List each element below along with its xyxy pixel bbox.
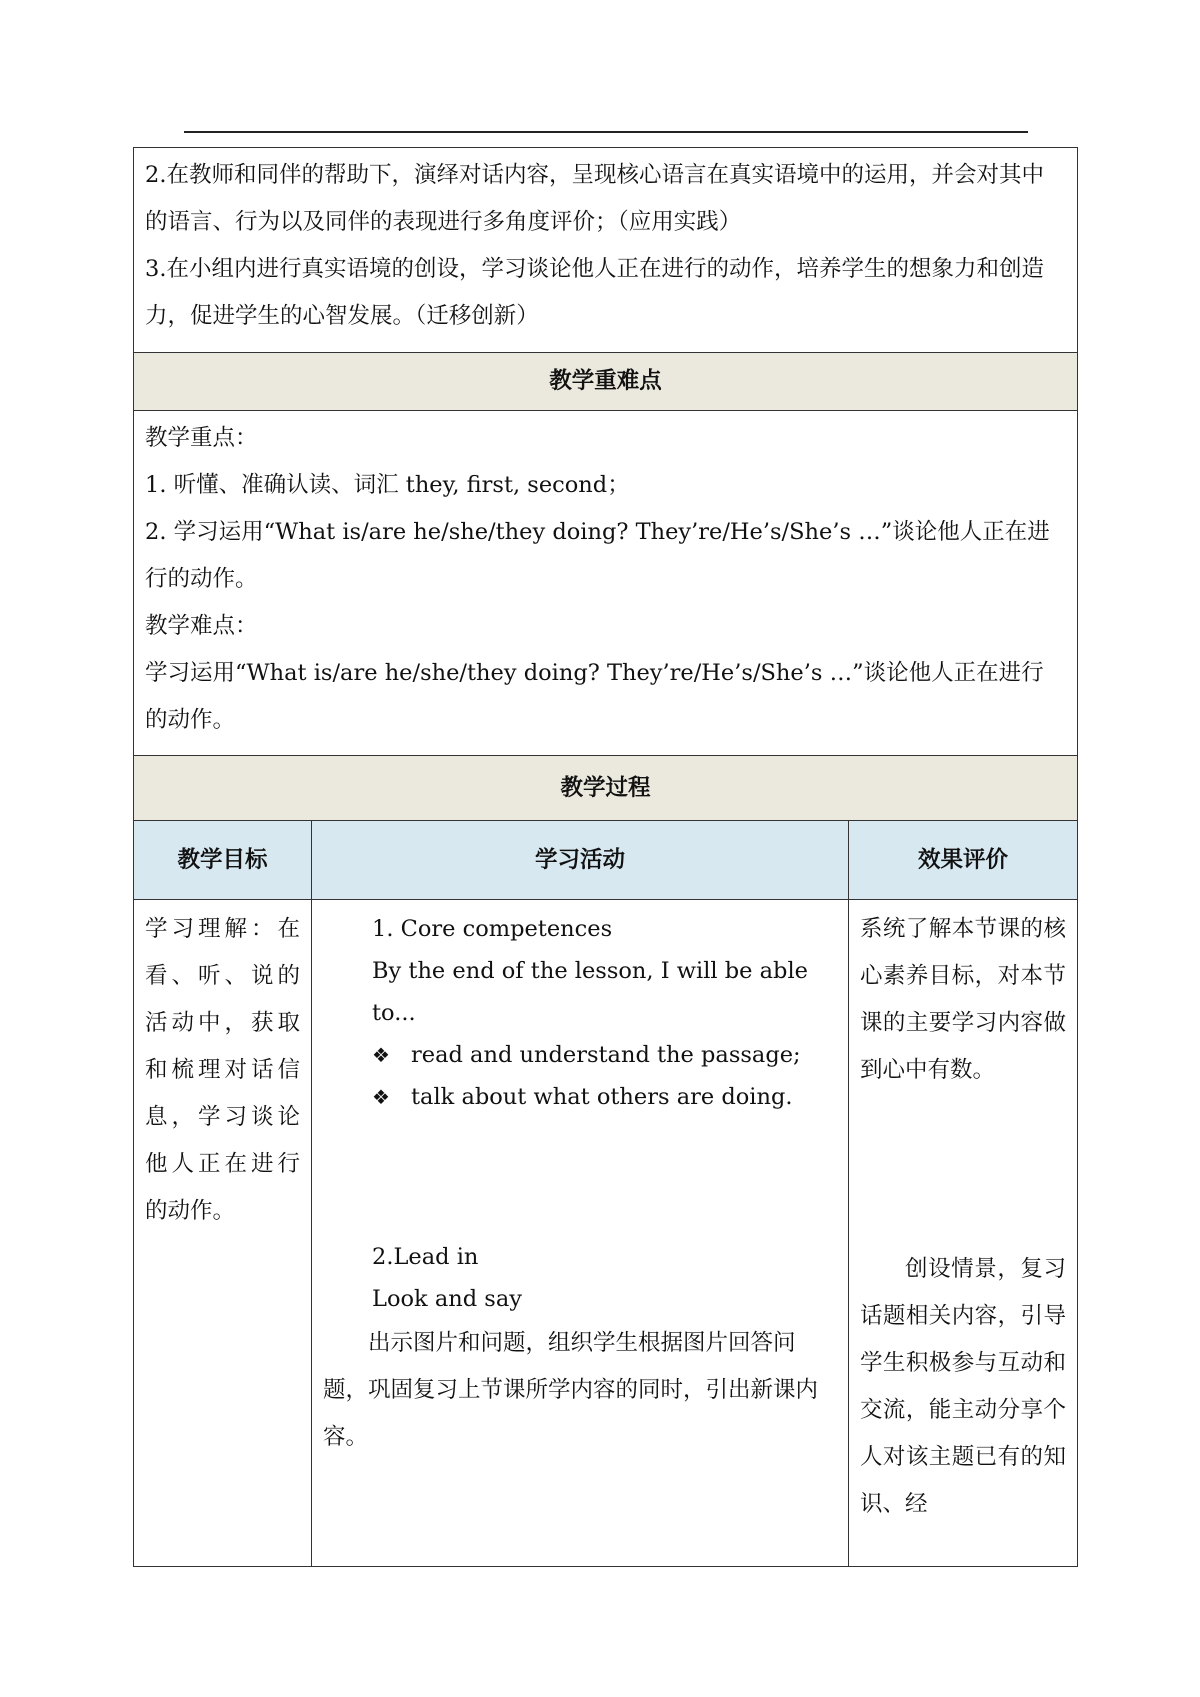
bullet-text: read and understand the passage; bbox=[411, 1042, 801, 1068]
diamond-bullet-icon: ❖ bbox=[372, 1085, 390, 1109]
column-header-row bbox=[134, 821, 1078, 900]
focus-item-2: 2. 学习运用“What is/are he/she/they doing? They’re/He’s/She’s …”谈论他人正在进行的动作。 bbox=[145, 519, 1050, 592]
objective-cell bbox=[134, 900, 312, 1567]
activity-1-intro: By the end of the lesson, I will be able to... bbox=[372, 958, 808, 1026]
key-points-row bbox=[134, 411, 1078, 756]
evaluation-1: 系统了解本节课的核心素养目标，对本节课的主要学习内容做到心中有数。 bbox=[860, 916, 1066, 1083]
col-header-evaluation: 效果评价 bbox=[849, 821, 1078, 900]
difficulty-label: 教学难点： bbox=[145, 613, 258, 639]
bullet-item bbox=[372, 1034, 837, 1076]
process-header-row bbox=[134, 756, 1078, 821]
objectives-cell bbox=[134, 148, 1078, 353]
objective-item-3: 3.在小组内进行真实语境的创设，学习谈论他人正在进行的动作，培养学生的想象力和创造力，促进学生的心智发展。（迁移创新） bbox=[145, 256, 1044, 329]
activity-2 bbox=[323, 1236, 837, 1320]
key-points-cell bbox=[134, 411, 1078, 756]
activity-2-title: 2.Lead in bbox=[372, 1244, 479, 1270]
process-row bbox=[134, 900, 1078, 1567]
evaluation-2: 创设情景，复习话题相关内容，引导学生积极参与互动和交流，能主动分享个人对该主题已有的知识、经 bbox=[860, 1256, 1066, 1517]
lesson-plan-table bbox=[133, 147, 1078, 1567]
activity-2-text: 出示图片和问题，组织学生根据图片回答问题，巩固复习上节课所学内容的同时，引出新课内容。 bbox=[323, 1330, 819, 1450]
col-header-objective: 教学目标 bbox=[134, 821, 312, 900]
activity-1-title: 1. Core competences bbox=[372, 916, 613, 942]
difficulty-text: 学习运用“What is/are he/she/they doing? They’re/He’s/She’s …”谈论他人正在进行的动作。 bbox=[145, 660, 1044, 733]
objective-text: 学习理解：在看、听、说的活动中，获取和梳理对话信息，学习谈论他人正在进行的动作。 bbox=[145, 916, 300, 1224]
activity-cell bbox=[312, 900, 849, 1567]
focus-item-1: 1. 听懂、准确认读、词汇 they, first, second； bbox=[145, 472, 630, 498]
activity-1 bbox=[323, 908, 837, 1236]
key-points-header: 教学重难点 bbox=[134, 353, 1078, 411]
key-points-header-row bbox=[134, 353, 1078, 411]
evaluation-cell bbox=[849, 900, 1078, 1567]
diamond-bullet-icon: ❖ bbox=[372, 1043, 390, 1067]
objective-item-2: 2.在教师和同伴的帮助下，演绎对话内容，呈现核心语言在真实语境中的运用，并会对其中的语言、行为以及同伴的表现进行多角度评价；（应用实践） bbox=[145, 162, 1044, 235]
bullet-item bbox=[372, 1076, 837, 1118]
bullet-text: talk about what others are doing. bbox=[411, 1084, 793, 1110]
objectives-row bbox=[134, 148, 1078, 353]
focus-label: 教学重点： bbox=[145, 425, 258, 451]
activity-2-subtitle: Look and say bbox=[372, 1286, 522, 1312]
col-header-activity: 学习活动 bbox=[312, 821, 849, 900]
header-rule bbox=[184, 131, 1028, 133]
process-header: 教学过程 bbox=[134, 756, 1078, 821]
